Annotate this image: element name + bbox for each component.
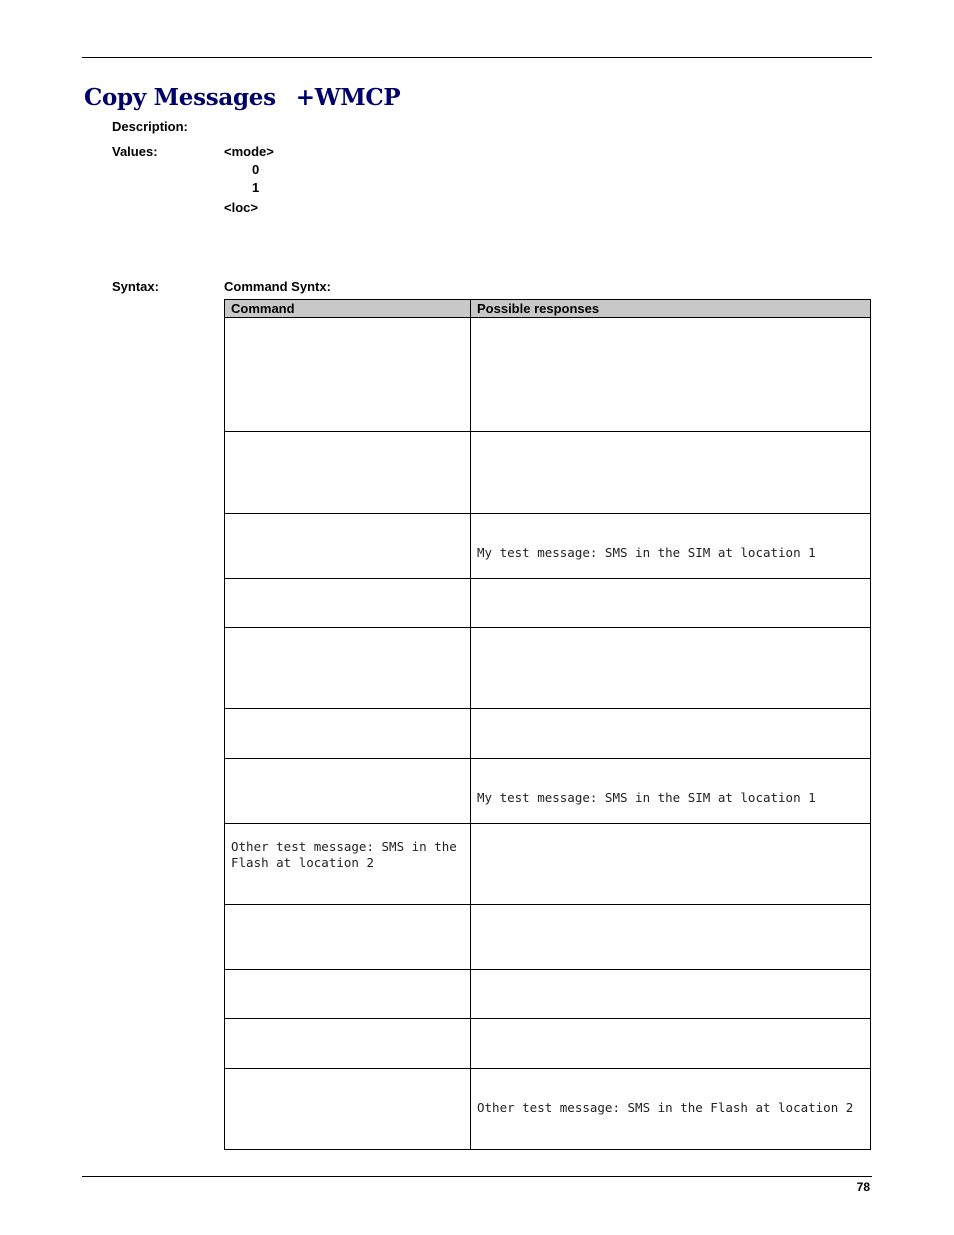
values-label: Values:	[112, 144, 158, 159]
command-cell	[225, 579, 471, 628]
table-row	[225, 579, 871, 628]
header-responses: Possible responses	[471, 300, 871, 318]
command-cell	[225, 514, 471, 579]
command-cell	[225, 709, 471, 759]
footer-rule	[82, 1176, 872, 1177]
command-cell	[225, 318, 471, 432]
mode-value-1: 1	[252, 180, 260, 195]
command-cell	[225, 1069, 471, 1150]
mode-param: <mode>	[224, 144, 274, 159]
description-label: Description:	[112, 119, 188, 134]
response-cell	[471, 579, 871, 628]
response-cell	[471, 759, 871, 824]
command-cell	[225, 628, 471, 709]
response-text: Other test message: SMS in the Flash at location 2	[477, 1100, 854, 1115]
table-row	[225, 759, 871, 824]
command-table	[224, 299, 871, 1150]
response-cell	[471, 970, 871, 1019]
table-row	[225, 628, 871, 709]
mode-value-0: 0	[252, 162, 260, 177]
command-cell	[225, 759, 471, 824]
header-command: Command	[225, 300, 471, 318]
command-cell	[225, 432, 471, 514]
response-cell	[471, 514, 871, 579]
table-row	[225, 1019, 871, 1069]
response-cell	[471, 628, 871, 709]
title-main: Copy Messages	[84, 84, 276, 111]
title-command: +WMCP	[295, 84, 401, 111]
table-row	[225, 1069, 871, 1150]
response-cell	[471, 709, 871, 759]
response-cell	[471, 432, 871, 514]
page-number: 78	[856, 1180, 870, 1194]
table-row	[225, 318, 871, 432]
page-title	[84, 84, 400, 111]
syntax-label: Syntax:	[112, 279, 159, 294]
table-row	[225, 514, 871, 579]
table-row	[225, 432, 871, 514]
loc-param: <loc>	[224, 200, 258, 215]
response-cell	[471, 905, 871, 970]
table-row	[225, 824, 871, 905]
response-cell	[471, 318, 871, 432]
response-cell	[471, 1019, 871, 1069]
response-text: My test message: SMS in the SIM at location 1	[477, 545, 816, 560]
command-cell	[225, 905, 471, 970]
table-header-row	[225, 300, 871, 318]
table-row	[225, 709, 871, 759]
header-rule	[82, 57, 872, 58]
response-cell	[471, 1069, 871, 1150]
table-row	[225, 970, 871, 1019]
command-cell	[225, 970, 471, 1019]
response-text: My test message: SMS in the SIM at location 1	[477, 790, 816, 805]
command-cell	[225, 824, 471, 905]
command-text: Other test message: SMS in the Flash at location 2	[231, 839, 465, 870]
response-cell	[471, 824, 871, 905]
command-cell	[225, 1019, 471, 1069]
command-syntax-heading: Command Syntx:	[224, 279, 331, 294]
table-row	[225, 905, 871, 970]
